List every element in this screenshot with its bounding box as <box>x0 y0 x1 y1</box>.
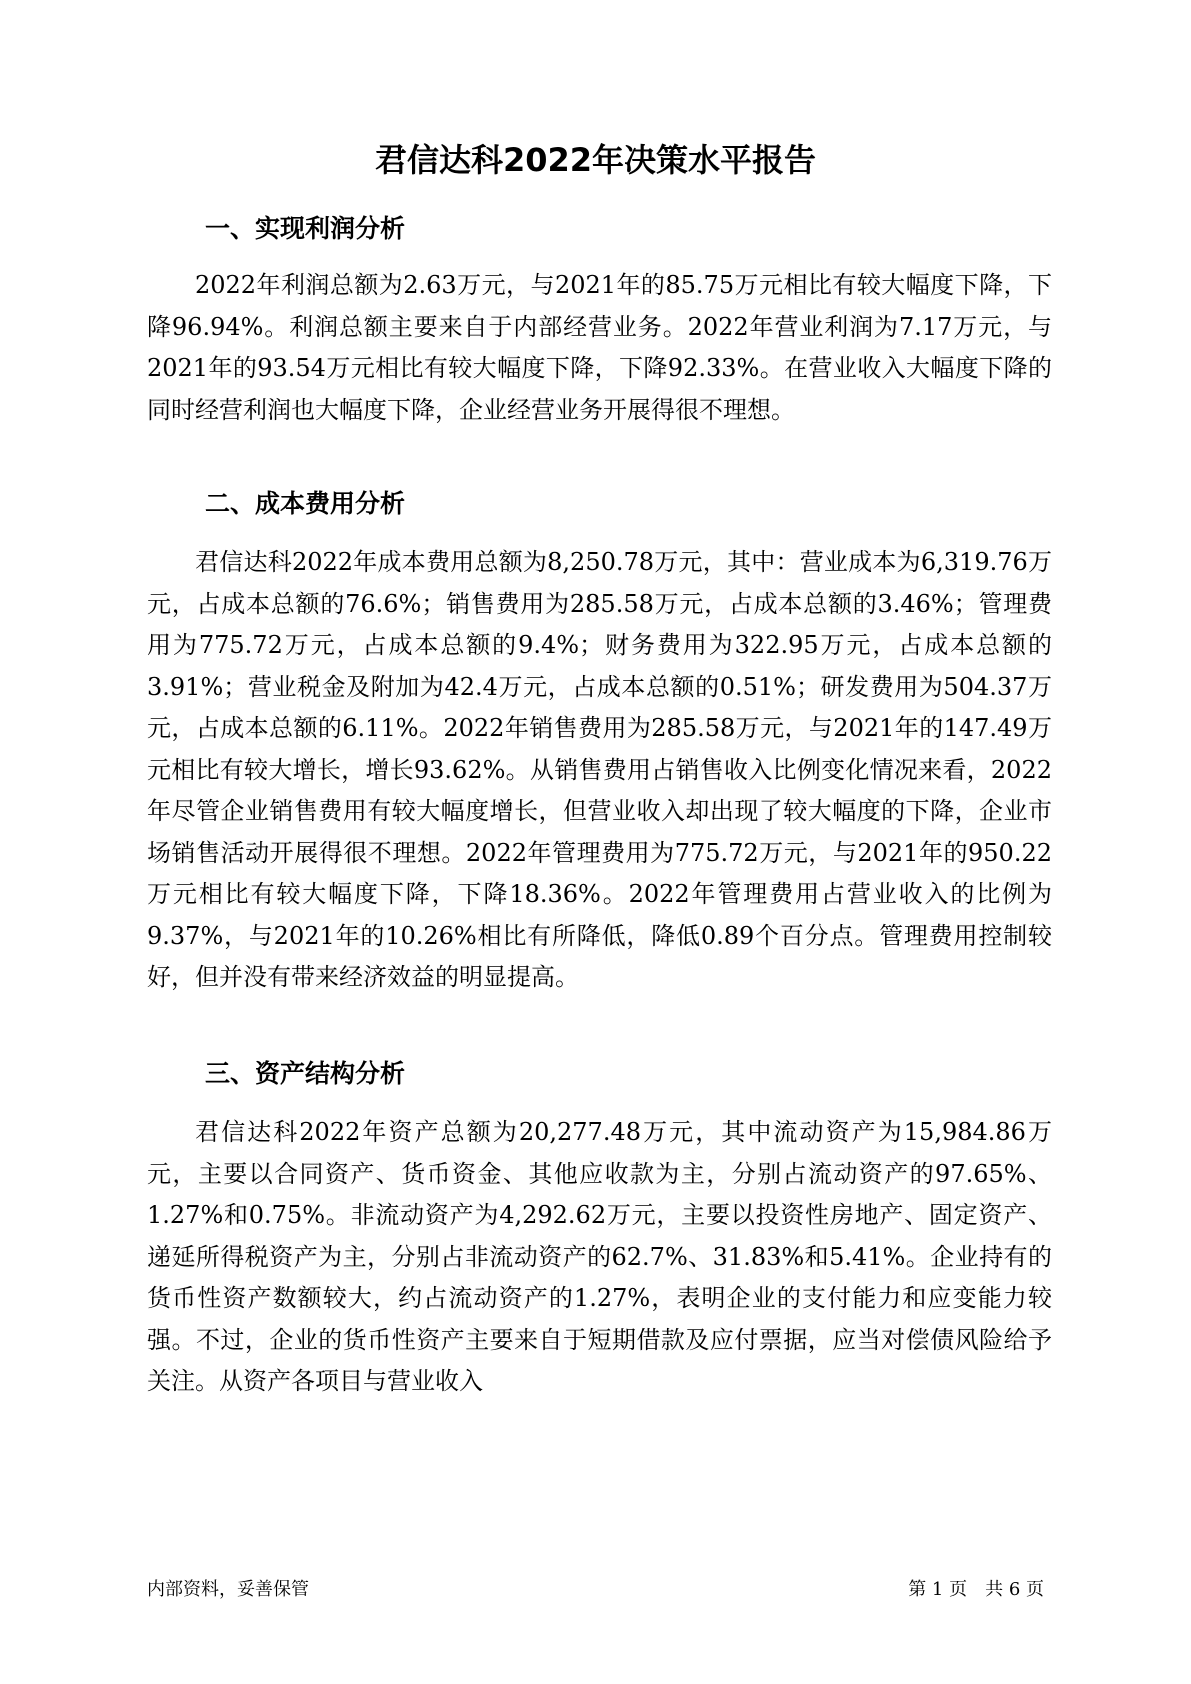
section-heading-cost: 二、成本费用分析 <box>205 489 406 518</box>
document-title: 君信达科2022年决策水平报告 <box>374 141 817 179</box>
section-paragraph-profit: 2022年利润总额为2.63万元，与2021年的85.75万元相比有较大幅度下降，下降96.94%。利润总额主要来自于内部经营业务。2022年营业利润为7.17万元，与2021年的93.54万元相比有较大幅度下降，下降92.33%。在营业收入大幅度下降的同时经营利润也大幅度下降，企业经营业务开展得很不理想。 <box>147 271 1052 424</box>
section-paragraph-assets: 君信达科2022年资产总额为20,277.48万元，其中流动资产为15,984.86万元，主要以合同资产、货币资金、其他应收款为主，分别占流动资产的97.65%、1.27%和0.75%。非流动资产为4,292.62万元，主要以投资性房地产、固定资产、递延所得税资产为主，分别占非流动资产的62.7%、31.83%和5.41%。企业持有的货币性资产数额较大，约占流动资产的1.27%，表明企业的支付能力和应变能力较强。不过，企业的货币性资产主要来自于短期借款及应付票据，应当对偿债风险给予关注。从资产各项目与营业收入 <box>147 1118 1052 1395</box>
footer-page-number: 第 1 页 共 6 页 <box>908 1579 1044 1600</box>
section-heading-assets: 三、资产结构分析 <box>205 1059 406 1088</box>
section-paragraph-cost: 君信达科2022年成本费用总额为8,250.78万元，其中：营业成本为6,319.76万元，占成本总额的76.6%；销售费用为285.58万元，占成本总额的3.46%；管理费用为775.72万元，占成本总额的9.4%；财务费用为322.95万元，占成本总额的3.91%；营业税金及附加为42.4万元，占成本总额的0.51%；研发费用为504.37万元，占成本总额的6.11%。2022年销售费用为285.58万元，与2021年的147.49万元相比有较大增长，增长93.62%。从销售费用占销售收入比例变化情况来看，2022年尽管企业销售费用有较大幅度增长，但营业收入却出现了较大幅度的下降，企业市场销售活动开展得很不理想。2022年管理费用为775.72万元，与2021年的950.22万元相比有较大幅度下降，下降18.36%。2022年管理费用占营业收入的比例为9.37%，与2021年的10.26%相比有所降低，降低0.89个百分点。管理费用控制较好，但并没有带来经济效益的明显提高。 <box>147 548 1052 991</box>
section-heading-profit: 一、实现利润分析 <box>205 214 406 243</box>
footer-confidential-note: 内部资料，妥善保管 <box>147 1579 309 1600</box>
